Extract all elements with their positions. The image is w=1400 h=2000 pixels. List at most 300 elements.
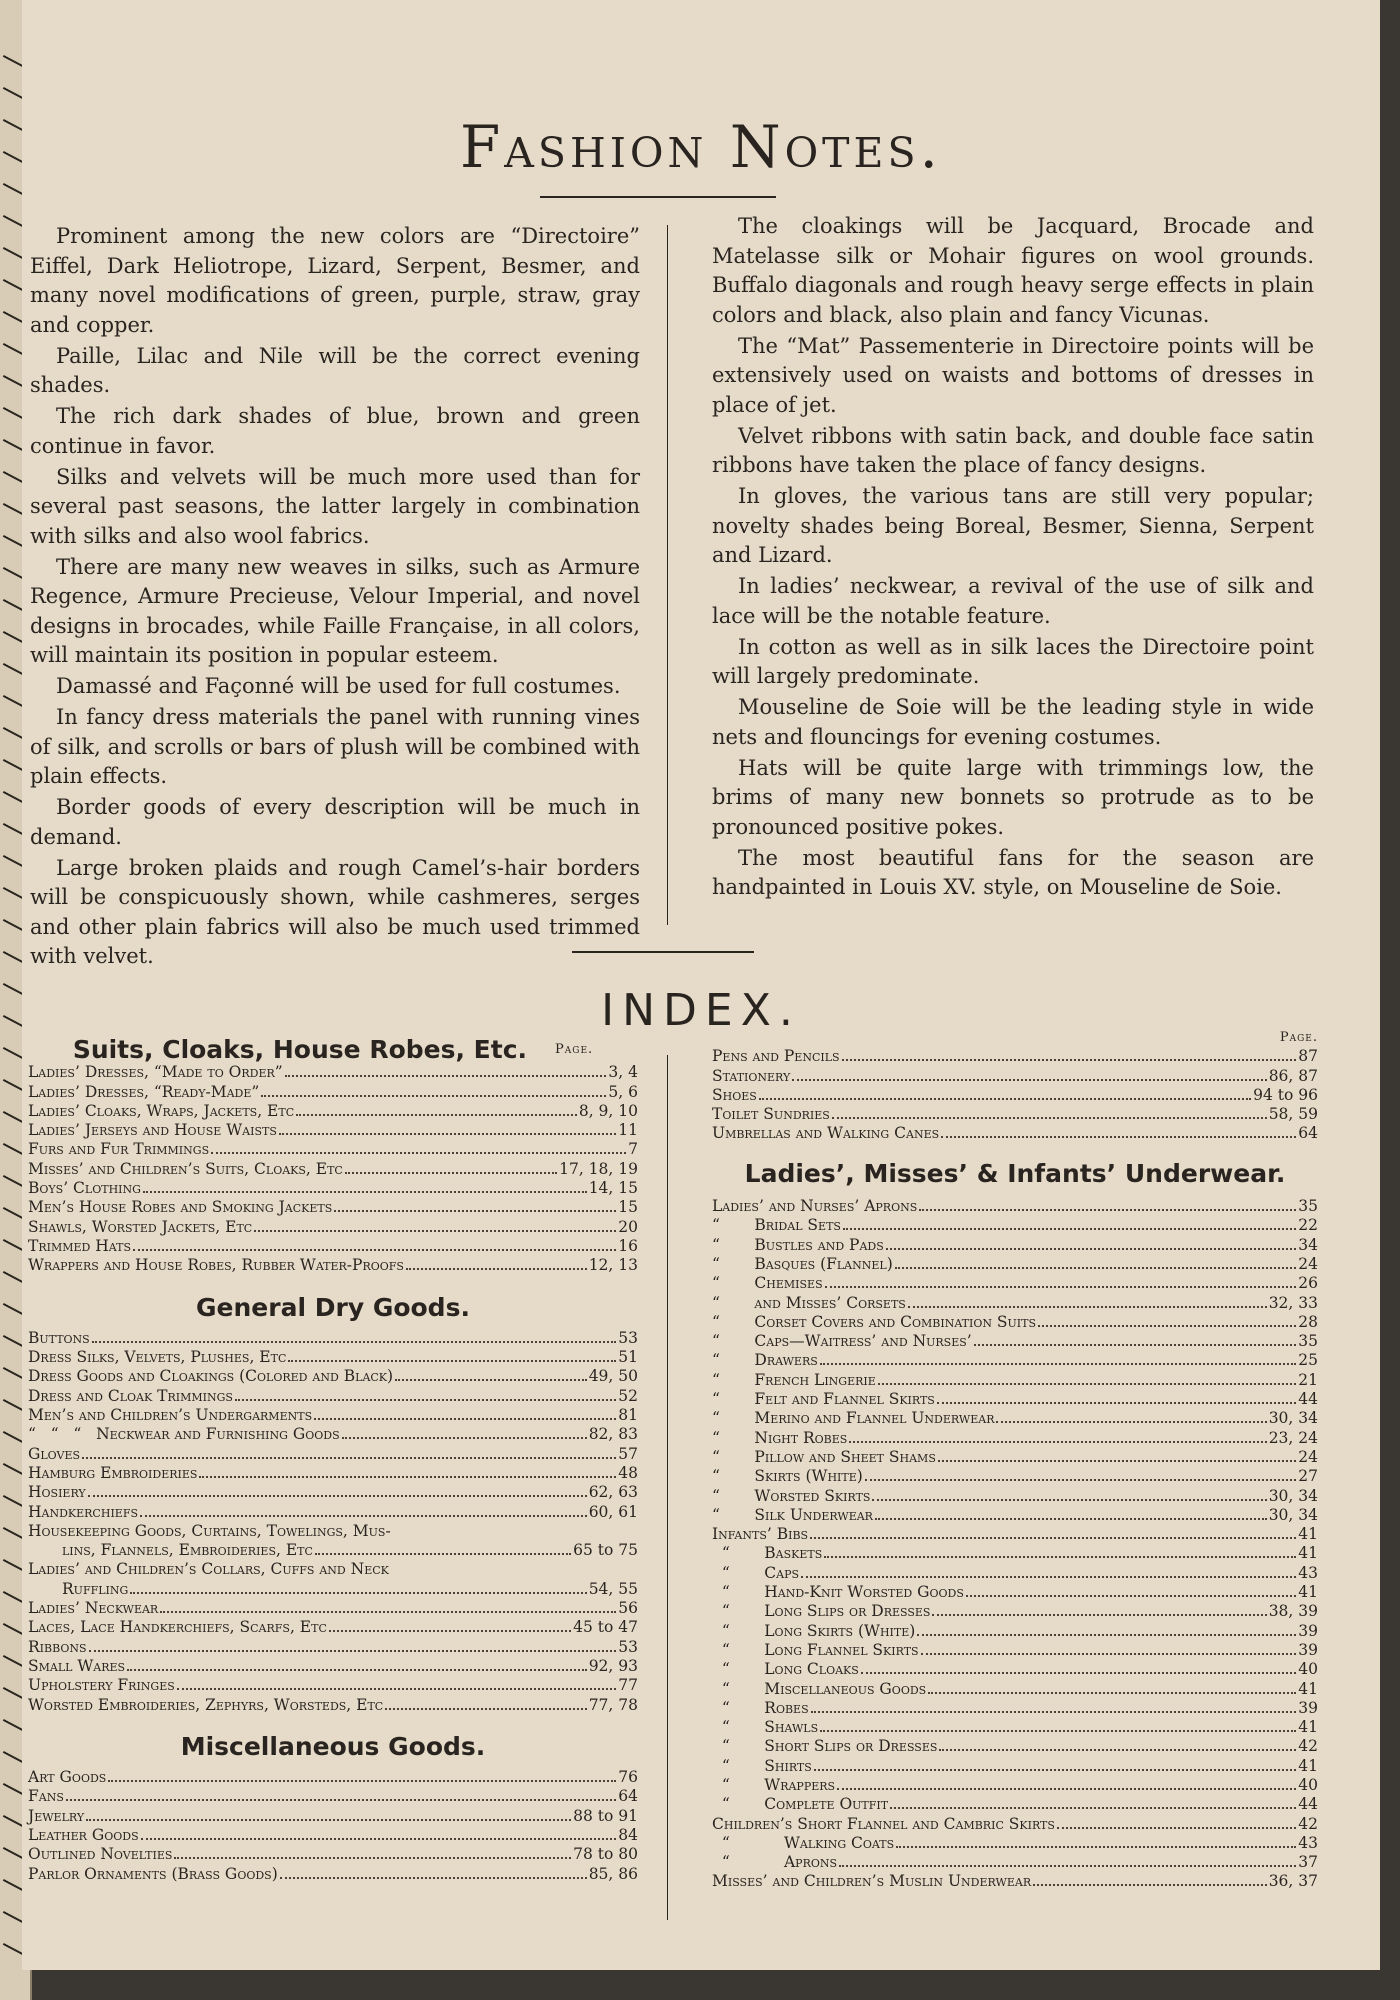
index-entry <box>28 1121 638 1140</box>
spiral-coil <box>3 823 23 835</box>
dot-leader <box>199 1476 616 1478</box>
dot-leader <box>928 1692 1296 1694</box>
index-entry-label: “ French Lingerie <box>712 1370 876 1389</box>
index-entry <box>712 1351 1318 1370</box>
index-entry <box>28 1807 638 1826</box>
dot-leader <box>254 1230 616 1232</box>
index-entry <box>28 1218 638 1237</box>
dot-leader <box>932 1614 1266 1616</box>
index-entry-label: Upholstery Fringes <box>28 1676 175 1695</box>
index-entry <box>712 1105 1318 1124</box>
spiral-coil <box>3 247 23 259</box>
index-entry-page: 35 <box>1298 1197 1318 1216</box>
index-entry <box>28 1140 638 1159</box>
index-entry-label: Infants’ Bibs <box>712 1525 809 1544</box>
index-entry <box>28 1445 638 1464</box>
dot-leader <box>130 1592 586 1594</box>
index-entry-page: 81 <box>618 1406 638 1425</box>
spiral-coil <box>3 471 23 483</box>
index-entry-label: “ Walking Coats <box>712 1833 895 1852</box>
index-entry-page: 86, 87 <box>1268 1066 1318 1085</box>
dot-leader <box>177 1688 616 1690</box>
spiral-coil <box>3 1335 23 1347</box>
index-entry-page: 57 <box>618 1444 638 1463</box>
index-entry-page: 84 <box>618 1825 638 1844</box>
dot-leader <box>811 1711 1297 1713</box>
index-entry-page: 65 to 75 <box>573 1541 638 1560</box>
index-entry-label: Furs and Fur Trimmings <box>28 1140 210 1159</box>
index-entry-page: 64 <box>1298 1124 1318 1143</box>
dot-leader <box>837 1788 1296 1790</box>
index-entry-label: Misses’ and Children’s Suits, Cloaks, Etc <box>28 1159 343 1178</box>
index-entry-page: 45 to 47 <box>573 1618 638 1637</box>
index-rule <box>572 951 754 953</box>
index-entry-label: “ Chemises <box>712 1274 823 1293</box>
index-entry-label: Small Wares <box>28 1656 126 1675</box>
index-entry <box>28 1256 638 1275</box>
index-entry-label: Stationery <box>712 1066 791 1085</box>
dot-leader <box>296 1114 577 1116</box>
dot-leader <box>279 1133 616 1135</box>
index-entry-label: Gloves <box>28 1444 81 1463</box>
dot-leader <box>865 1479 1296 1481</box>
index-entry <box>28 1560 638 1579</box>
dot-leader <box>861 1672 1296 1674</box>
index-entry-page: 44 <box>1298 1795 1318 1814</box>
dot-leader <box>92 1341 617 1343</box>
index-entry-page: 41 <box>1298 1718 1318 1737</box>
fashion-note-paragraph: In ladies’ neckwear, a revival of the use of silk and lace will be the notable feature. <box>712 574 1314 628</box>
index-entry-label: Umbrellas and Walking Canes <box>712 1124 940 1143</box>
index-entry <box>712 1216 1318 1235</box>
index-entry <box>712 1583 1318 1602</box>
index-entry <box>28 1787 638 1806</box>
dot-leader <box>235 1399 616 1401</box>
dot-leader <box>141 1838 617 1840</box>
fashion-note-paragraph: Damassé and Façonné will be used for full costumes. <box>56 674 621 698</box>
index-entry-label: “ Long Flannel Skirts <box>712 1640 919 1659</box>
index-entry-label: Hosiery <box>28 1483 86 1502</box>
index-entry-page: 15 <box>618 1198 638 1217</box>
index-entry-page: 35 <box>1298 1332 1318 1351</box>
index-entry <box>712 1409 1318 1428</box>
index-entry-page: 24 <box>1298 1447 1318 1466</box>
spiral-coil <box>3 1495 23 1507</box>
index-entry <box>28 1580 638 1599</box>
spiral-coil <box>3 759 23 771</box>
index-entry-page: 26 <box>1298 1274 1318 1293</box>
dot-leader <box>896 1846 1296 1848</box>
fashion-note-paragraph: Paille, Lilac and Nile will be the correct evening shades. <box>30 343 640 397</box>
index-entry <box>712 1815 1318 1834</box>
dot-leader <box>801 1576 1296 1578</box>
dot-leader <box>1033 1884 1267 1886</box>
index-entry-page: 56 <box>618 1599 638 1618</box>
index-entry-page: 32, 33 <box>1268 1293 1318 1312</box>
page-column-label-right: Page. <box>1279 1030 1318 1045</box>
index-entry-page: 17, 18, 19 <box>559 1159 638 1178</box>
index-entry <box>28 1063 638 1082</box>
spiral-coil <box>3 1143 23 1155</box>
index-entry-label: Pens and Pencils <box>712 1047 840 1066</box>
index-entry-page: 62, 63 <box>588 1483 638 1502</box>
index-entry-page: 77, 78 <box>588 1695 638 1714</box>
dot-leader <box>890 1807 1296 1809</box>
index-entry <box>712 1294 1318 1313</box>
index-entry <box>712 1853 1318 1872</box>
index-entry <box>28 1676 638 1695</box>
index-entry-label: Fans <box>28 1787 64 1806</box>
column-divider <box>667 225 668 925</box>
index-entry-label: “ Worsted Skirts <box>712 1486 871 1505</box>
section-heading-dry-goods: General Dry Goods. <box>196 1292 470 1322</box>
index-entry-label: Jewelry <box>28 1806 85 1825</box>
dot-leader <box>342 1437 587 1439</box>
index-entry <box>712 1660 1318 1679</box>
index-entry <box>712 1737 1318 1756</box>
index-entry-page: 43 <box>1298 1563 1318 1582</box>
spiral-coil <box>3 695 23 707</box>
index-entry <box>712 1467 1318 1486</box>
spiral-coil <box>3 1111 23 1123</box>
index-entry-page: 94 to 96 <box>1253 1085 1318 1104</box>
index-entry-label: “ Robes <box>712 1698 809 1717</box>
index-entry-page: 51 <box>618 1348 638 1367</box>
index-left-column <box>28 1035 638 1884</box>
dot-leader <box>1057 1827 1296 1829</box>
index-entry-label: “ Shirts <box>712 1756 812 1775</box>
dot-leader <box>966 1595 1296 1597</box>
index-entry-page: 78 to 80 <box>573 1845 638 1864</box>
index-entry <box>712 1067 1318 1086</box>
index-entry-label: Children’s Short Flannel and Cambric Skirts <box>712 1814 1055 1833</box>
index-entry-label: “ Short Slips or Dresses <box>712 1737 938 1756</box>
dot-leader <box>842 1059 1297 1061</box>
index-entry <box>712 1564 1318 1583</box>
index-entry <box>712 1124 1318 1143</box>
dot-leader <box>908 1306 1267 1308</box>
spiral-coil <box>3 55 23 67</box>
index-entry-page: 40 <box>1298 1775 1318 1794</box>
index-entry-label: “ Complete Outfit <box>712 1795 889 1814</box>
index-entry-page: 43 <box>1298 1833 1318 1852</box>
index-entry-label: “ Pillow and Sheet Shams <box>712 1447 936 1466</box>
index-entry <box>28 1657 638 1676</box>
index-entry <box>28 1638 638 1657</box>
index-entry-label: Handkerchiefs <box>28 1502 138 1521</box>
spiral-coil <box>3 119 23 131</box>
fashion-note-paragraph: In gloves, the various tans are still very popular; novelty shades being Boreal, Besmer, Sienna, Serpent and Lizard. <box>712 484 1314 567</box>
spiral-coil <box>3 1079 23 1091</box>
fashion-note-paragraph: The cloakings will be Jacquard, Brocade and Matelasse silk or Mohair figures on wool grounds. Buffalo diagonals and rough heavy serge effects in plain colors and black, also plain and fancy Vicunas. <box>712 214 1314 327</box>
index-entry-page: 30, 34 <box>1268 1409 1318 1428</box>
spiral-coil <box>3 503 23 515</box>
spiral-coil <box>3 1399 23 1411</box>
index-entry <box>712 1371 1318 1390</box>
index-entry-label: Wrappers and House Robes, Rubber Water-Proofs <box>28 1256 404 1275</box>
index-entry <box>712 1641 1318 1660</box>
spiral-coil <box>3 375 23 387</box>
index-entry <box>712 1872 1318 1891</box>
index-entry-page: 40 <box>1298 1660 1318 1679</box>
index-entry <box>712 1086 1318 1105</box>
spiral-coil <box>3 1687 23 1699</box>
index-entry <box>712 1680 1318 1699</box>
dot-leader <box>334 1210 616 1212</box>
spiral-coil <box>3 1783 23 1795</box>
spiral-coil <box>3 1463 23 1475</box>
index-entry <box>712 1776 1318 1795</box>
dot-leader <box>921 1653 1297 1655</box>
index-entry-page: 64 <box>618 1787 638 1806</box>
dot-leader <box>941 1136 1296 1138</box>
index-entry-label: Ladies’ Neckwear <box>28 1599 159 1618</box>
index-entry-page: 53 <box>618 1637 638 1656</box>
spiral-coil <box>3 311 23 323</box>
index-entry-page: 21 <box>1298 1370 1318 1389</box>
dot-leader <box>1038 1325 1296 1327</box>
dot-leader <box>314 1418 616 1420</box>
spiral-coil <box>3 407 23 419</box>
index-entry-label: “ Basques (Flannel) <box>712 1254 893 1273</box>
spiral-coil <box>3 983 23 995</box>
index-entry-page: 76 <box>618 1768 638 1787</box>
index-entry-label: “ Hand-Knit Worsted Goods <box>712 1583 964 1602</box>
index-entry-page: 39 <box>1298 1621 1318 1640</box>
index-entry-page: 23, 24 <box>1268 1428 1318 1447</box>
index-entry-label: Men’s and Children’s Undergarments <box>28 1406 313 1425</box>
fashion-notes-right-column <box>712 212 1314 904</box>
index-entry-page: 77 <box>618 1676 638 1695</box>
spiral-coil <box>3 183 23 195</box>
index-entry <box>712 1757 1318 1776</box>
section-heading-misc: Miscellaneous Goods. <box>180 1731 486 1761</box>
spiral-coil <box>3 951 23 963</box>
index-entry-page: 48 <box>618 1463 638 1482</box>
dot-leader <box>759 1098 1251 1100</box>
dot-leader <box>919 1209 1296 1211</box>
dot-leader <box>86 1819 571 1821</box>
dot-leader <box>285 1075 607 1077</box>
index-entry-label: “ Merino and Flannel Underwear <box>712 1409 995 1428</box>
dot-leader <box>385 1708 586 1710</box>
dot-leader <box>143 1191 587 1193</box>
index-entry <box>28 1329 638 1348</box>
index-entry-page: 36, 37 <box>1268 1872 1318 1891</box>
index-entry-label: Ladies’ Cloaks, Wraps, Jackets, Etc <box>28 1101 295 1120</box>
index-entry-label: “ and Misses’ Corsets <box>712 1293 906 1312</box>
suits-list <box>28 1063 638 1275</box>
index-entry <box>28 1599 638 1618</box>
index-entry-label: Misses’ and Children’s Muslin Underwear <box>712 1872 1032 1891</box>
index-entry-page: 58, 59 <box>1268 1105 1318 1124</box>
index-entry <box>712 1622 1318 1641</box>
index-entry-page: 34 <box>1298 1235 1318 1254</box>
index-entry <box>712 1448 1318 1467</box>
dot-leader <box>849 1441 1266 1443</box>
index-entry-page: 41 <box>1298 1756 1318 1775</box>
index-entry-page: 39 <box>1298 1640 1318 1659</box>
dot-leader <box>839 1865 1296 1867</box>
index-entry-label: lins, Flannels, Embroideries, Etc <box>62 1541 313 1560</box>
spiral-coil <box>3 1527 23 1539</box>
spiral-coil <box>3 887 23 899</box>
dot-leader <box>832 1117 1267 1119</box>
dot-leader <box>395 1379 587 1381</box>
index-entry-label: “ Silk Underwear <box>712 1505 873 1524</box>
fashion-note-paragraph: Hats will be quite large with trimmings low, the brims of many new bonnets so protrude as to be pronounced positive pokes. <box>712 755 1314 839</box>
index-entry-page: 8, 9, 10 <box>578 1101 638 1120</box>
spiral-coil <box>3 599 23 611</box>
index-entry <box>28 1768 638 1787</box>
index-entry-label: Worsted Embroideries, Zephyrs, Worsteds, Etc <box>28 1695 384 1714</box>
index-entry <box>712 1834 1318 1853</box>
index-entry-page: 85, 86 <box>588 1864 638 1883</box>
index-entry-label: Housekeeping Goods, Curtains, Towelings, Mus- <box>28 1521 391 1540</box>
index-entry-label: “ Miscellaneous Goods <box>712 1679 927 1698</box>
dry-goods-list <box>28 1329 638 1715</box>
index-entry <box>28 1826 638 1845</box>
index-entry-label: Leather Goods <box>28 1825 139 1844</box>
fashion-note-paragraph: The most beautiful fans for the season are handpainted in Louis XV. style, on Mouseline de Soie. <box>712 845 1314 899</box>
index-entry-label: “ “ “ Neckwear and Furnishing Goods <box>28 1425 340 1444</box>
index-entry-label: Ladies’ Jerseys and House Waists <box>28 1121 277 1140</box>
dot-leader <box>329 1630 571 1632</box>
index-entry-page: 52 <box>618 1386 638 1405</box>
spiral-coil <box>3 791 23 803</box>
index-entry <box>712 1274 1318 1293</box>
spiral-coil <box>3 1271 23 1283</box>
index-entry-label: “ Bustles and Pads <box>712 1235 884 1254</box>
fashion-note-paragraph: Velvet ribbons with satin back, and double face satin ribbons have taken the place of fancy designs. <box>712 423 1314 477</box>
index-entry-page: 41 <box>1298 1583 1318 1602</box>
fashion-note-paragraph: Large broken plaids and rough Camel’s-hair borders will be conspicuously shown, while cashmeres, serges and other plain fabrics will also be much used trimmed with velvet. <box>30 855 640 968</box>
spiral-coil <box>3 1239 23 1251</box>
spiral-coil <box>3 1175 23 1187</box>
index-entry-label: “ Long Slips or Dresses <box>712 1602 931 1621</box>
stationery-list <box>712 1047 1318 1143</box>
index-entry <box>712 1313 1318 1332</box>
index-entry <box>28 1845 638 1864</box>
dot-leader <box>878 1383 1296 1385</box>
index-entry-label: Dress Goods and Cloakings (Colored and Black) <box>28 1367 394 1386</box>
index-entry-page: 7 <box>628 1140 638 1159</box>
spiral-coil <box>3 279 23 291</box>
index-column-divider <box>667 1055 668 1920</box>
spiral-coil <box>3 1847 23 1859</box>
index-entry <box>712 1390 1318 1409</box>
index-entry-page: 49, 50 <box>588 1367 638 1386</box>
index-entry-page: 54, 55 <box>588 1579 638 1598</box>
dot-leader <box>872 1499 1266 1501</box>
index-entry-label: Boys’ Clothing <box>28 1179 141 1198</box>
index-entry-page: 41 <box>1298 1544 1318 1563</box>
index-entry <box>28 1348 638 1367</box>
index-entry-page: 82, 83 <box>588 1425 638 1444</box>
index-entry-label: Laces, Lace Handkerchiefs, Scarfs, Etc <box>28 1618 327 1637</box>
index-entry <box>712 1197 1318 1216</box>
index-entry <box>712 1487 1318 1506</box>
dot-leader <box>280 1877 587 1879</box>
dot-leader <box>160 1611 616 1613</box>
index-entry <box>28 1179 638 1198</box>
index-entry-label: “ Skirts (White) <box>712 1467 863 1486</box>
index-entry-label: “ Long Cloaks <box>712 1660 859 1679</box>
dot-leader <box>288 1360 616 1362</box>
spiral-coil <box>3 1559 23 1571</box>
index-entry-label: Trimmed Hats <box>28 1236 132 1255</box>
index-entry-page: 87 <box>1298 1047 1318 1066</box>
index-entry-page: 37 <box>1298 1853 1318 1872</box>
index-entry-label: Shawls, Worsted Jackets, Etc <box>28 1217 253 1236</box>
dot-leader <box>875 1518 1267 1520</box>
page-title: Fashion Notes. <box>460 113 942 181</box>
index-entry <box>712 1602 1318 1621</box>
index-entry <box>712 1525 1318 1544</box>
spiral-coil <box>3 1815 23 1827</box>
spiral-coil <box>3 1943 23 1955</box>
spiral-coil <box>3 567 23 579</box>
section-heading-underwear: Ladies’, Misses’ & Infants’ Underwear. <box>744 1158 1286 1188</box>
index-entry <box>712 1332 1318 1351</box>
index-entry-label: Outlined Novelties <box>28 1845 173 1864</box>
dot-leader <box>886 1248 1296 1250</box>
index-entry-page: 42 <box>1298 1737 1318 1756</box>
index-entry-page: 14, 15 <box>588 1179 638 1198</box>
misc-goods-list <box>28 1768 638 1884</box>
index-entry-page: 3, 4 <box>608 1063 638 1082</box>
index-entry-page: 20 <box>618 1217 638 1236</box>
dot-leader <box>315 1553 571 1555</box>
index-entry-page: 41 <box>1298 1525 1318 1544</box>
catalog-page <box>22 0 1380 1970</box>
fashion-note-paragraph: Border goods of every description will be much in demand. <box>30 795 640 849</box>
index-entry <box>712 1429 1318 1448</box>
spiral-coil <box>3 535 23 547</box>
fashion-note-paragraph: Prominent among the new colors are “Directoire” Eiffel, Dark Heliotrope, Lizard, Serpent, Besmer, and many novel modifications of green, purple, straw, gray and copper. <box>30 224 640 337</box>
index-entry-label: Hamburg Embroideries <box>28 1463 198 1482</box>
index-entry-page: 30, 34 <box>1268 1505 1318 1524</box>
dot-leader <box>88 1495 587 1497</box>
index-entry <box>28 1503 638 1522</box>
index-entry-label: “ Shawls <box>712 1718 819 1737</box>
index-entry-label: “ Bridal Sets <box>712 1216 841 1235</box>
dot-leader <box>127 1669 587 1671</box>
dot-leader <box>820 1730 1296 1732</box>
dot-leader <box>820 1363 1296 1365</box>
underwear-list <box>712 1197 1318 1892</box>
index-entry-label: “ Drawers <box>712 1351 818 1370</box>
spiral-coil <box>3 87 23 99</box>
index-entry-page: 12, 13 <box>588 1256 638 1275</box>
index-entry <box>28 1865 638 1884</box>
dot-leader <box>939 1749 1296 1751</box>
index-entry <box>28 1083 638 1102</box>
spiral-coil <box>3 1015 23 1027</box>
spiral-coil <box>3 1719 23 1731</box>
fashion-note-paragraph: In fancy dress materials the panel with running vines of silk, and scrolls or bars of plush will be combined with plain effects. <box>30 705 640 788</box>
index-entry <box>712 1255 1318 1274</box>
spiral-coil <box>3 1751 23 1763</box>
dot-leader <box>261 1095 606 1097</box>
index-entry-page: 53 <box>618 1328 638 1347</box>
dot-leader <box>814 1769 1296 1771</box>
index-entry <box>712 1718 1318 1737</box>
dot-leader <box>996 1421 1266 1423</box>
spiral-coil <box>3 215 23 227</box>
dot-leader <box>89 1650 617 1652</box>
spiral-coil <box>3 151 23 163</box>
